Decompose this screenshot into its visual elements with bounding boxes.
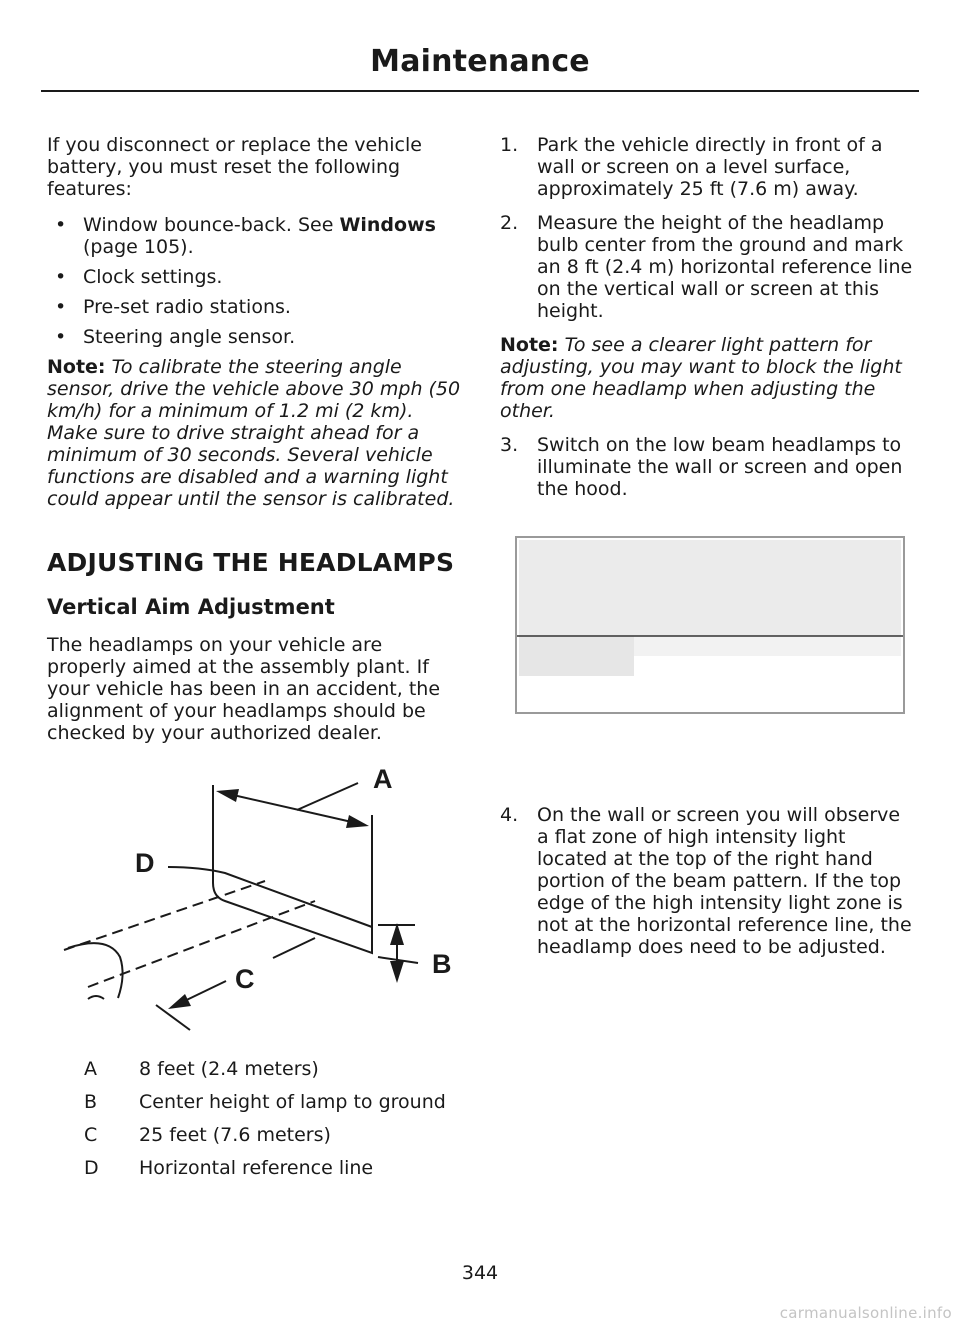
wall-outline	[213, 785, 372, 953]
bullet-marker: •	[55, 214, 67, 236]
arrowhead-b-up	[390, 923, 404, 945]
step-number: 4.	[500, 804, 519, 826]
bullet-marker: •	[55, 266, 67, 288]
legend-value: 8 feet (2.4 meters)	[139, 1058, 319, 1080]
step-item	[500, 212, 916, 322]
steering-note	[47, 356, 462, 510]
page-number: 344	[461, 1262, 499, 1284]
list-item	[47, 214, 462, 258]
leader-a	[297, 783, 358, 810]
label-c: C	[235, 964, 255, 994]
windows-link[interactable]: Windows	[339, 214, 436, 236]
list-item	[47, 326, 462, 348]
arrowhead-a-left	[216, 789, 239, 802]
beam-pattern-figure	[515, 536, 905, 714]
legend-row	[84, 1157, 484, 1190]
step-text: Park the vehicle directly in front of a wall or screen on a level surface, approximately 25 ft (7.6 m) away.	[537, 134, 883, 200]
bullet-text: Steering angle sensor.	[83, 326, 296, 348]
step-number: 3.	[500, 434, 519, 456]
note-label: Note:	[47, 356, 106, 378]
bullet-text: Clock settings.	[83, 266, 223, 288]
legend-value: Center height of lamp to ground	[139, 1091, 446, 1113]
legend-value: 25 feet (7.6 meters)	[139, 1124, 331, 1146]
lower-glow	[634, 636, 901, 656]
right-column-lower	[500, 804, 916, 970]
list-item	[47, 296, 462, 318]
headlamp-aim-diagram	[60, 755, 470, 1045]
step-item	[500, 134, 916, 200]
arrowhead-c	[168, 994, 191, 1009]
header-divider	[41, 90, 919, 92]
label-b: B	[432, 949, 452, 979]
step-item	[500, 434, 916, 500]
high-intensity-zone	[519, 636, 634, 676]
bullet-text: Window bounce-back. See	[83, 214, 340, 236]
bullet-marker: •	[55, 296, 67, 318]
legend-row	[84, 1058, 484, 1091]
left-column	[47, 134, 462, 744]
step-text: On the wall or screen you will observe a flat zone of high intensity light located at the top of the right hand portion of the beam pattern. If the top edge of the high intensity light zone is not at the horizontal reference line, the headlamp does need to be adjusted.	[537, 804, 912, 958]
note-text: To see a clearer light pattern for adjusting, you may want to block the light from one headlamp when adjusting the other.	[500, 334, 902, 422]
arrowhead-b-down	[390, 961, 404, 983]
bullet-marker: •	[55, 326, 67, 348]
step-number: 2.	[500, 212, 519, 234]
subsection-heading: Vertical Aim Adjustment	[47, 595, 335, 619]
legend-key: D	[84, 1157, 99, 1179]
car-hood	[68, 943, 123, 998]
step-number: 1.	[500, 134, 519, 156]
label-a: A	[373, 764, 393, 794]
legend-value: Horizontal reference line	[139, 1157, 374, 1179]
legend-key: B	[84, 1091, 98, 1113]
leader-c	[273, 938, 315, 958]
beam-upper	[64, 881, 265, 950]
list-item	[47, 266, 462, 288]
step-item	[500, 804, 916, 958]
legend-row	[84, 1091, 484, 1124]
dimension-a	[220, 792, 365, 825]
intro-paragraph: If you disconnect or replace the vehicle battery, you must reset the following features:	[47, 134, 422, 200]
upper-glow	[519, 540, 901, 636]
watermark: carmanualsonline.info	[779, 1304, 952, 1322]
label-d: D	[135, 848, 155, 878]
body-paragraph: The headlamps on your vehicle are properly aimed at the assembly plant. If your vehicle has been in an accident, the alignment of your headlamps should be checked by your authorized dealer.	[47, 634, 441, 744]
step-text: Switch on the low beam headlamps to illuminate the wall or screen and open the hood.	[537, 434, 903, 500]
section-heading: ADJUSTING THE HEADLAMPS	[47, 548, 455, 577]
arrowhead-a-right	[346, 815, 369, 828]
page-title: Maintenance	[370, 44, 590, 79]
right-column	[500, 134, 916, 512]
car-headlamp	[88, 996, 104, 999]
note-label: Note:	[500, 334, 559, 356]
page-reference: (page 105).	[83, 236, 194, 258]
legend-row	[84, 1124, 484, 1157]
step-text: Measure the height of the headlamp bulb center from the ground and mark an 8 ft (2.4 m) horizontal reference line on the vertical wall or screen at this height.	[537, 212, 913, 322]
bullet-text: Pre-set radio stations.	[83, 296, 291, 318]
diagram-legend	[84, 1058, 484, 1190]
legend-key: A	[84, 1058, 97, 1080]
tick-c	[156, 1005, 190, 1030]
note-text: To calibrate the steering angle sensor, drive the vehicle above 30 mph (50 km/h) for a minimum of 1.2 mi (2 km). Make sure to drive straight ahead for a minimum of 30 seconds. Several vehicle functions are disabled and a warning light could appear until the sensor is calibrated.	[47, 356, 461, 510]
legend-key: C	[84, 1124, 98, 1146]
light-pattern-note	[500, 334, 916, 422]
